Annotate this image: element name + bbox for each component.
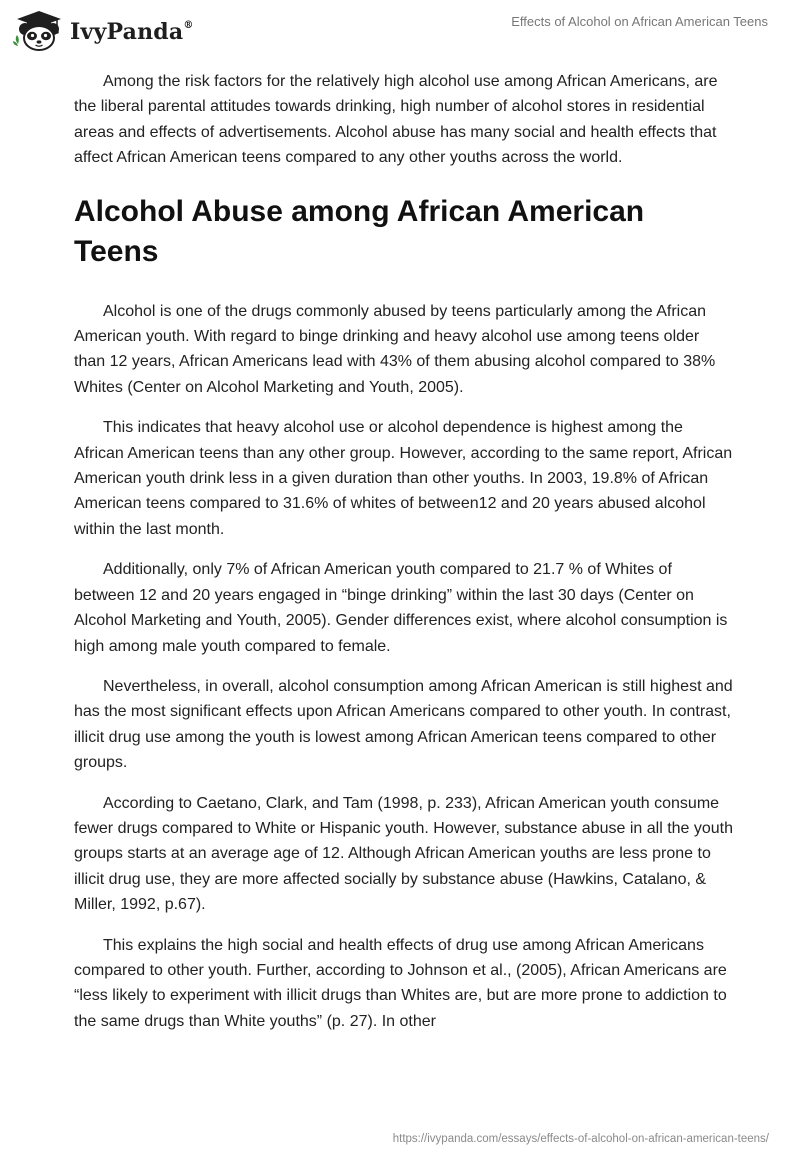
intro-paragraph: Among the risk factors for the relatively high alcohol use among African Americans, are the liberal parental attitudes towards drinking, high number of alcohol stores in residential areas and effects of advertisements. Alcohol abuse has many social and health effects that affect African American teens compared to any other youths across the world. (74, 73, 718, 167)
logo-wordmark: IvyPanda® (70, 19, 194, 45)
section-heading: Alcohol Abuse among African American Teens (74, 194, 645, 268)
body-paragraph: Additionally, only 7% of African American youth compared to 21.7 % of Whites of between 12 and 20 years engaged in “binge drinking” within the last 30 days (Center on Alcohol Marketing and Youth, 2005). Gender differences exist, where alcohol consumption is high among male youth compared to female. (74, 561, 728, 655)
panda-logo-icon (13, 9, 65, 51)
body-paragraph: This explains the high social and health effects of drug use among African Americans compared to other youth. Further, according to Johnson et al., (2005), African Americans are “less likely to experiment with illicit drugs than Whites are, but are more prone to addiction to the same drugs than White youths” (p. 27). In other (74, 936, 727, 1030)
ivypanda-logo[interactable] (13, 9, 194, 51)
registered-mark: ® (183, 19, 194, 31)
body-paragraph: This indicates that heavy alcohol use or alcohol dependence is highest among the African American teens than any other group. However, according to the same report, African American youth drink less in a given duration than other youths. In 2003, 19.8% of African American teens compared to 31.6% of whites of between12 and 20 years abused alcohol within the last month. (74, 419, 733, 538)
body-paragraph: Alcohol is one of the drugs commonly abused by teens particularly among the African American youth. With regard to binge drinking and heavy alcohol use among teens older than 12 years, African Americans lead with 43% of them abusing alcohol compared to 38% Whites (Center on Alcohol Marketing and Youth, 2005). (74, 302, 716, 396)
essay-content (74, 69, 734, 1049)
body-paragraph: According to Caetano, Clark, and Tam (1998, p. 233), African American youth consume fewer drugs compared to White or Hispanic youth. However, substance abuse in all the youth groups starts at an average age of 12. Although African American youths are less prone to illicit drug use, they are more affected socially by substance abuse (Hawkins, Catalano, & Miller, 1992, p.67). (74, 794, 734, 914)
page-header (0, 0, 800, 70)
body-paragraph: Nevertheless, in overall, alcohol consumption among African American is still highest and has the most significant effects upon African Americans compared to other youth. In contrast, illicit drug use among the youth is lowest among African American teens compared to other groups. (74, 677, 733, 772)
source-url[interactable]: https://ivypanda.com/essays/effects-of-alcohol-on-african-american-teens/ (392, 1133, 769, 1145)
document-title: Effects of Alcohol on African American Teens (511, 14, 768, 29)
